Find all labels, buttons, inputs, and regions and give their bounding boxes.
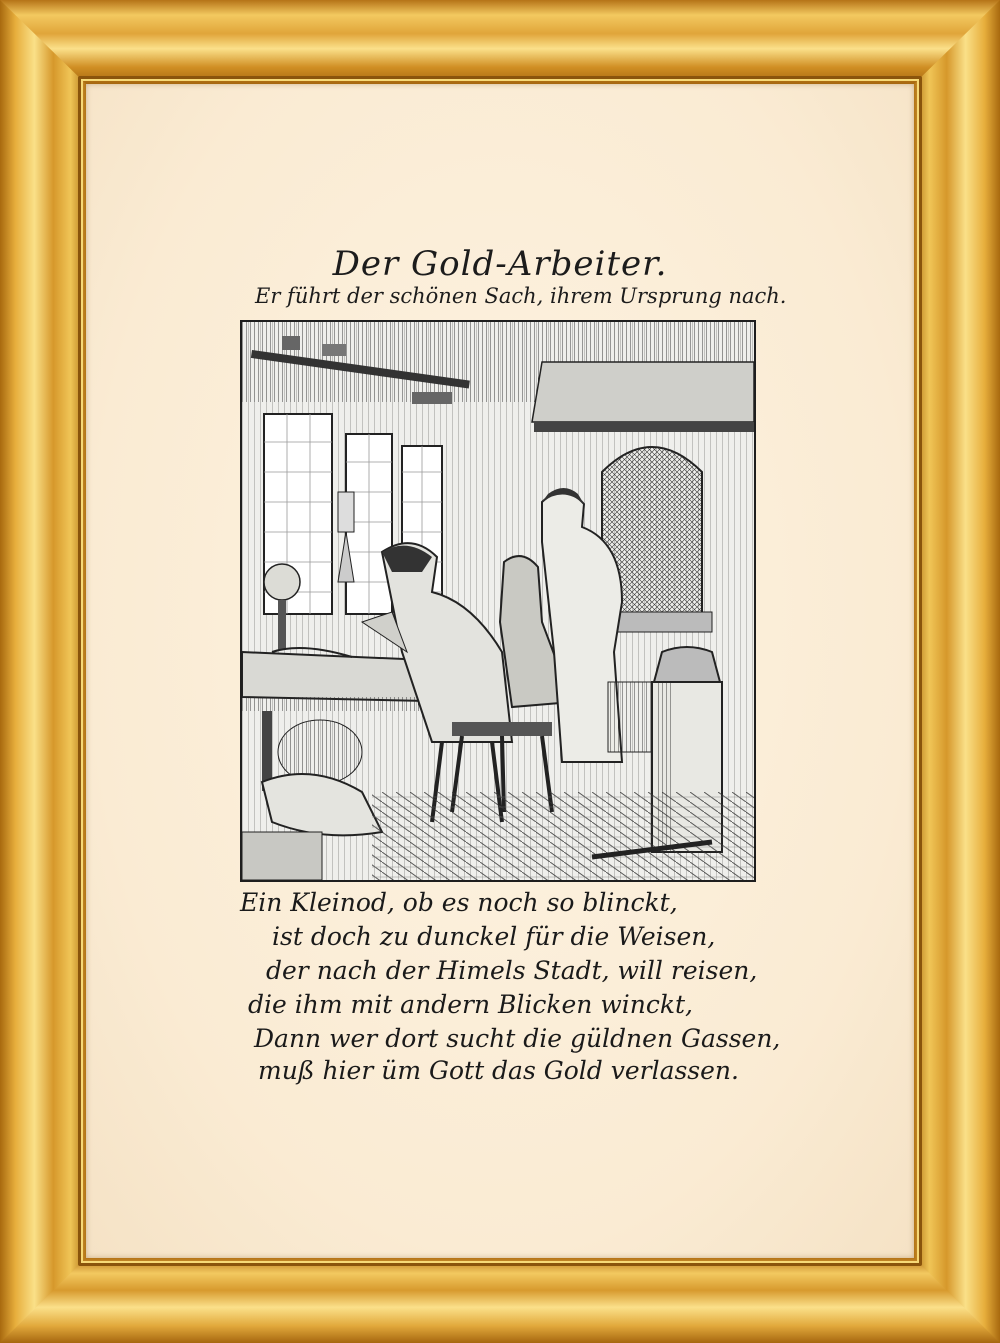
verse-line: Dann wer dort sucht die güldnen Gassen, bbox=[254, 1024, 781, 1053]
frame-left-rail bbox=[0, 0, 86, 1343]
verse-line: der nach der Himels Stadt, will reisen, bbox=[266, 956, 758, 985]
goldsmith-workshop-engraving bbox=[240, 320, 756, 882]
frame-bottom-rail bbox=[0, 1258, 1000, 1343]
plate-subtitle: Er führt der schönen Sach, ihrem Ursprung nach. bbox=[255, 284, 787, 308]
verse-line: Ein Kleinod, ob es noch so blinckt, bbox=[240, 888, 678, 917]
frame-top-rail bbox=[0, 0, 1000, 84]
verse-line: ist doch zu dunckel für die Weisen, bbox=[272, 922, 716, 951]
verse-block bbox=[240, 888, 781, 1088]
plate-title: Der Gold-Arbeiter. bbox=[332, 244, 668, 284]
verse-line: muß hier üm Gott das Gold verlassen. bbox=[258, 1056, 739, 1085]
verse-line: die ihm mit andern Blicken winckt, bbox=[248, 990, 693, 1019]
frame-right-rail bbox=[914, 0, 1000, 1343]
